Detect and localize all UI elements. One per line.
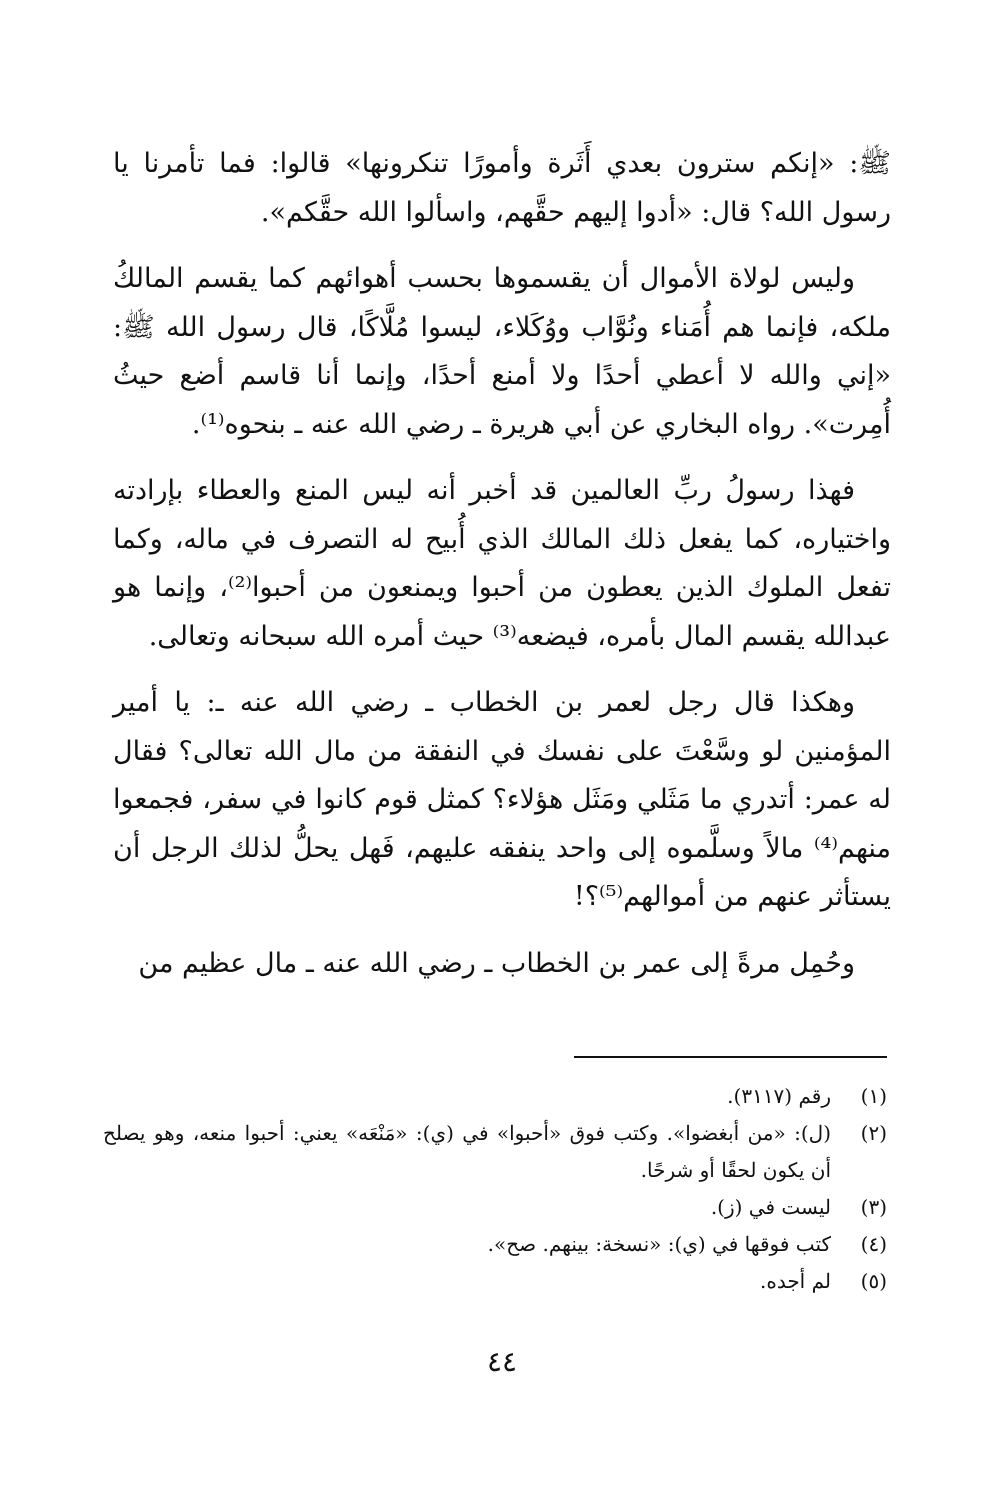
paragraph-3: فهذا رسولُ ربِّ العالمين قد أخبر أنه ليس المنع والعطاء بإرادته واختياره، كما يفعل ذلك المالك الذي أُبيح له التصرف في ماله، وكما تفعل الملوك الذين يعطون من أحبوا ويمنعون من أحبوا⁽²⁾، وإنما هو عبدالله يقسم المال بأمره، فيضعه⁽³⁾ حيث أمره الله سبحانه وتعالى. [113, 475, 891, 652]
footnotes [103, 1078, 887, 1300]
footnote-item [103, 1078, 887, 1115]
paragraph-5: وحُمِل مرةً إلى عمر بن الخطاب ـ رضي الله عنه ـ مال عظيم من [138, 947, 855, 979]
footnote-number: (٢) [860, 1121, 887, 1145]
footnote-text: ليست في (ز). [710, 1195, 831, 1219]
footnote-item [103, 1189, 887, 1226]
main-text [113, 140, 891, 1006]
footnote-text: (ل): «من أبغضوا». وكتب فوق «أحبوا» في (ي): «مَنْعَه» يعني: أحبوا منعه، وهو يصلح أن يكون لحقًا أو شرحًا. [103, 1121, 831, 1182]
paragraph-2: وليس لولاة الأموال أن يقسموها بحسب أهوائهم كما يقسم المالكُ ملكه، فإنما هم أُمَناء ونُوَّاب ووُكَلاء، ليسوا مُلَّاكًا، قال رسول الله ﷺ: «إني والله لا أعطي أحدًا ولا أمنع أحدًا، وإنما أنا قاسم أضع حيثُ أُمِرت». رواه البخاري عن أبي هريرة ـ رضي الله عنه ـ بنحوه⁽¹⁾. [113, 263, 891, 440]
footnote-divider [574, 1056, 887, 1058]
footnote-number: (١) [860, 1084, 887, 1108]
footnote-text: كتب فوقها في (ي): «نسخة: بينهم. صح». [487, 1232, 831, 1256]
footnote-number: (٥) [860, 1269, 887, 1293]
page-number: ٤٤ [486, 1345, 518, 1378]
footnote-item [103, 1226, 887, 1263]
paragraph-1: ﷺ: «إنكم سترون بعدي أَثَرة وأمورًا تنكرونها» قالوا: فما تأمرنا يا رسول الله؟ قال: «أدوا إليهم حقَّهم، واسألوا الله حقَّكم». [113, 148, 891, 228]
paragraph-4: وهكذا قال رجل لعمر بن الخطاب ـ رضي الله عنه ـ: يا أمير المؤمنين لو وسَّعْتَ على نفسك في النفقة من مال الله تعالى؟ فقال له عمر: أتدري ما مَثَلي ومَثَل هؤلاء؟ كمثل قوم كانوا في سفر، فجمعوا منهم⁽⁴⁾ مالاً وسلَّموه إلى واحد ينفقه عليهم، فَهل يحلُّ لذلك الرجل أن يستأثر عنهم من أموالهم⁽⁵⁾؟! [113, 687, 891, 912]
footnote-text: رقم (٣١١٧). [727, 1084, 831, 1108]
footnote-item [103, 1115, 887, 1189]
footnote-item [103, 1263, 887, 1300]
footnote-number: (٤) [860, 1232, 887, 1256]
footnote-text: لم أجده. [759, 1269, 831, 1293]
footnote-number: (٣) [860, 1195, 887, 1219]
